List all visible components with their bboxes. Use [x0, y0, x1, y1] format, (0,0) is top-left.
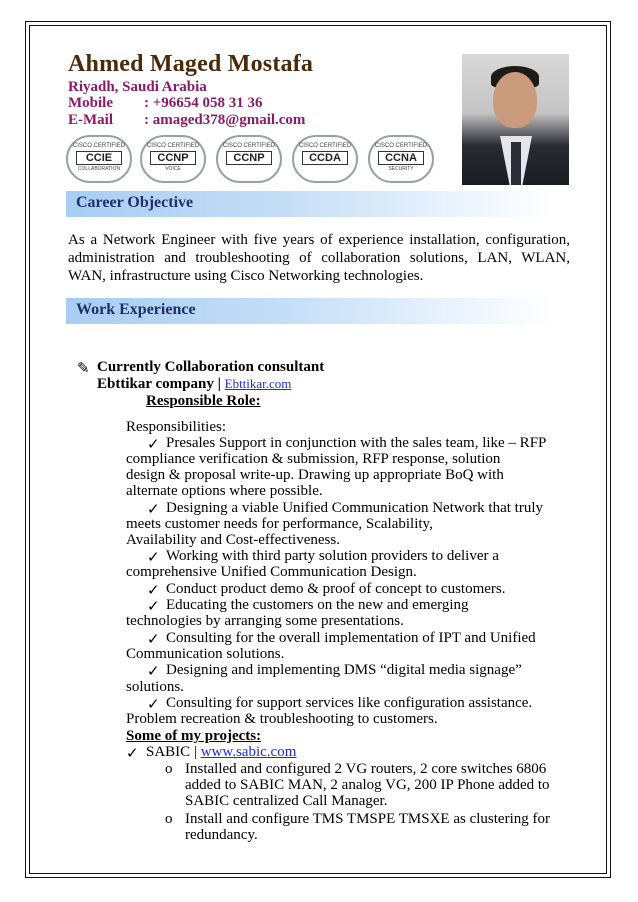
job-title: Currently Collaboration consultant	[97, 359, 325, 375]
responsibility-line: design & proposal write-up. Drawing up appropriate BoQ with	[126, 467, 504, 483]
work-experience-heading	[66, 298, 552, 324]
projects-heading: Some of my projects:	[126, 728, 262, 744]
career-objective-heading	[66, 191, 552, 217]
cert-badge-ccda: CISCO CERTIFIED CCDA	[292, 135, 358, 183]
work-experience-title: Work Experience	[76, 301, 196, 318]
check-icon: ✓	[147, 502, 160, 518]
mobile-row	[68, 95, 263, 112]
responsibility-line: solutions.	[126, 679, 184, 695]
check-icon: ✓	[147, 599, 160, 615]
responsibility-line: Conduct product demo & proof of concept to customers.	[166, 581, 506, 597]
sub-bullet-icon: o	[165, 811, 173, 827]
pencil-bullet-icon: ✎	[77, 361, 90, 377]
cert-badge-ccnp-voice: CISCO CERTIFIED CCNP VOICE	[140, 135, 206, 183]
company-row	[97, 376, 291, 393]
check-icon: ✓	[126, 746, 139, 762]
responsibility-line: technologies by arranging some presentations.	[126, 613, 404, 629]
sub-bullet-icon: o	[165, 761, 173, 777]
responsibility-line: compliance verification & submission, RFP response, solution	[126, 451, 501, 467]
project-name: SABIC |	[146, 744, 197, 760]
project-item-line: SABIC centralized Call Manager.	[185, 793, 388, 809]
project-item-line: Install and configure TMS TMSPE TMSXE as clustering for	[185, 811, 550, 827]
cert-badge-ccnp: CISCO CERTIFIED CCNP	[216, 135, 282, 183]
responsibility-line: alternate options where possible.	[126, 483, 323, 499]
responsibility-line: Consulting for support services like configuration assistance.	[166, 695, 533, 711]
company-name: Ebttikar company |	[97, 376, 221, 392]
location: Riyadh, Saudi Arabia	[68, 79, 207, 95]
project-item-line: redundancy.	[185, 827, 258, 843]
responsibility-line: Communication solutions.	[126, 646, 285, 662]
responsibility-line: comprehensive Unified Communication Design.	[126, 564, 417, 580]
profile-photo	[462, 54, 569, 185]
check-icon: ✓	[147, 583, 160, 599]
responsibility-line: Problem recreation & troubleshooting to customers.	[126, 711, 438, 727]
responsibility-line: Consulting for the overall implementation of IPT and Unified	[166, 630, 536, 646]
responsibility-line: Designing and implementing DMS “digital media signage”	[166, 662, 522, 678]
responsibility-line: Presales Support in conjunction with the sales team, like – RFP	[166, 435, 547, 451]
career-objective-title: Career Objective	[76, 194, 194, 211]
email-row	[68, 112, 305, 129]
responsibilities-label: Responsibilities:	[126, 419, 227, 435]
check-icon: ✓	[147, 664, 160, 680]
check-icon: ✓	[147, 437, 160, 453]
certification-badges	[66, 135, 436, 185]
mobile-label: Mobile	[68, 95, 113, 111]
responsibility-line: Availability and Cost-effectiveness.	[126, 532, 340, 548]
responsibility-line: Working with third party solution providers to deliver a	[166, 548, 499, 564]
mobile-value: : +96654 058 31 36	[144, 95, 263, 111]
responsibility-line: Designing a viable Unified Communication Network that truly	[166, 500, 544, 516]
responsibility-line: meets customer needs for performance, Scalability,	[126, 516, 433, 532]
responsible-role-heading: Responsible Role:	[146, 393, 261, 409]
project-row	[146, 744, 296, 761]
cert-badge-ccna-security: CISCO CERTIFIED CCNA SECURITY	[368, 135, 434, 183]
candidate-name: Ahmed Maged Mostafa	[68, 51, 314, 77]
email-value: : amaged378@gmail.com	[144, 112, 306, 128]
email-label: E-Mail	[68, 112, 113, 128]
check-icon: ✓	[147, 632, 160, 648]
check-icon: ✓	[147, 550, 160, 566]
cert-badge-ccie: CISCO CERTIFIED CCIE COLLABORATION	[66, 135, 132, 183]
responsibility-line: Educating the customers on the new and emerging	[166, 597, 469, 613]
project-item-line: added to SABIC MAN, 2 analog VG, 200 IP Phone added to	[185, 777, 550, 793]
career-objective-text: As a Network Engineer with five years of experience installation, configuration, administration and troubleshooting of collaboration solutions, LAN, WLAN, WAN, infrastructure using Cisco Networking technologies.	[68, 232, 570, 284]
company-link[interactable]: Ebttikar.com	[224, 376, 292, 391]
project-item-line: Installed and configured 2 VG routers, 2 core switches 6806	[185, 761, 547, 777]
check-icon: ✓	[147, 697, 160, 713]
project-link[interactable]: www.sabic.com	[200, 744, 297, 760]
